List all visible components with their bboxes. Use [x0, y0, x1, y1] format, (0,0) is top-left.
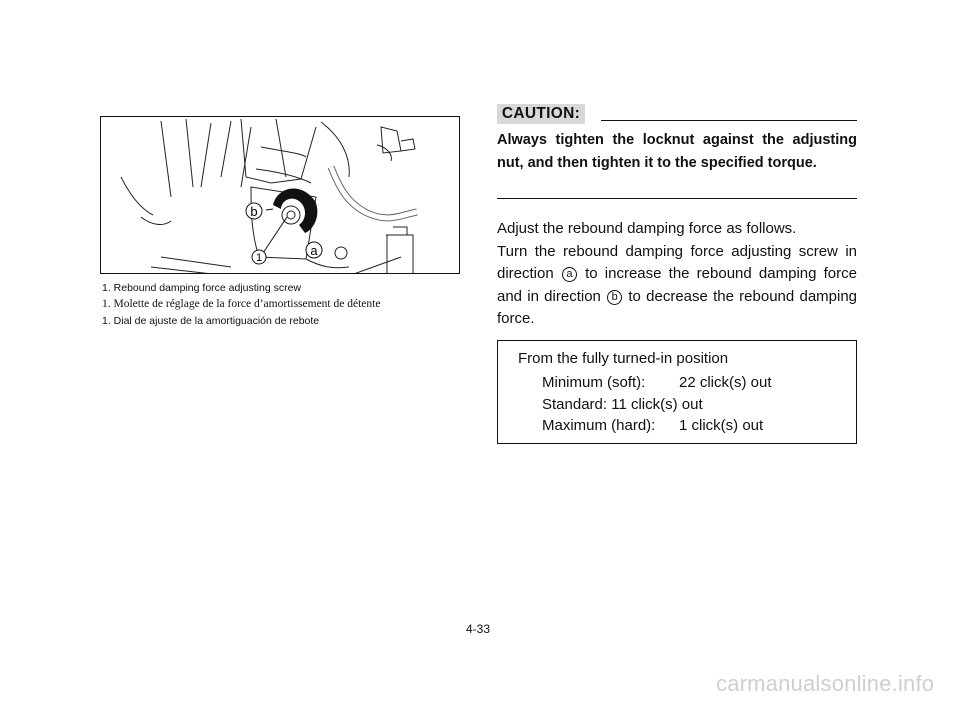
caution-label: CAUTION: — [497, 104, 585, 124]
caution-top-rule — [601, 120, 857, 121]
instructions-text-3: to decrease the rebound damping force. — [497, 287, 858, 327]
instructions-text-1: Turn the rebound damping force adjusting screw in direction — [497, 242, 857, 282]
callout-b-icon — [246, 203, 262, 219]
callout-a-label: a — [310, 243, 318, 258]
spec-box — [497, 340, 857, 444]
caution-bottom-rule — [497, 198, 857, 199]
page-number: 4-33 — [466, 622, 491, 636]
instructions-text-2: to increase the rebound damping force and in direction — [497, 265, 857, 305]
figure-caption-english: 1. Rebound damping force adjusting screw — [102, 282, 302, 294]
instructions-intro: Adjust the rebound damping force as follows. — [497, 220, 797, 237]
spec-maximum-value: 1 click(s) out — [679, 417, 764, 434]
spec-minimum-value: 22 click(s) out — [679, 374, 772, 391]
caution-text: Always tighten the locknut against the adjusting nut, and then tighten it to the specified torque. — [497, 132, 857, 171]
direction-b-icon: b — [607, 290, 622, 305]
caution-header — [497, 104, 857, 126]
instructions — [497, 218, 857, 331]
instructions-paragraph — [497, 241, 857, 331]
direction-a-icon: a — [562, 267, 577, 282]
callout-b-label: b — [250, 204, 258, 219]
figure-caption-spanish: 1. Dial de ajuste de la amortiguación de rebote — [102, 315, 320, 327]
callout-a-icon — [306, 242, 322, 258]
callout-1-icon — [252, 250, 266, 264]
rebound-adjuster-figure — [100, 116, 460, 274]
figure-caption-french: 1. Molette de réglage de la force d’amortissement de détente — [102, 298, 381, 310]
callout-1-label: 1 — [255, 252, 263, 264]
spec-minimum-label: Minimum (soft): — [542, 374, 646, 391]
spec-heading: From the fully turned-in position — [518, 350, 729, 367]
spec-maximum-label: Maximum (hard): — [542, 417, 656, 434]
shock-absorber-illustration — [101, 117, 460, 274]
spec-standard: Standard: 11 click(s) out — [542, 396, 703, 413]
watermark: carmanualsonline.info — [716, 671, 935, 696]
